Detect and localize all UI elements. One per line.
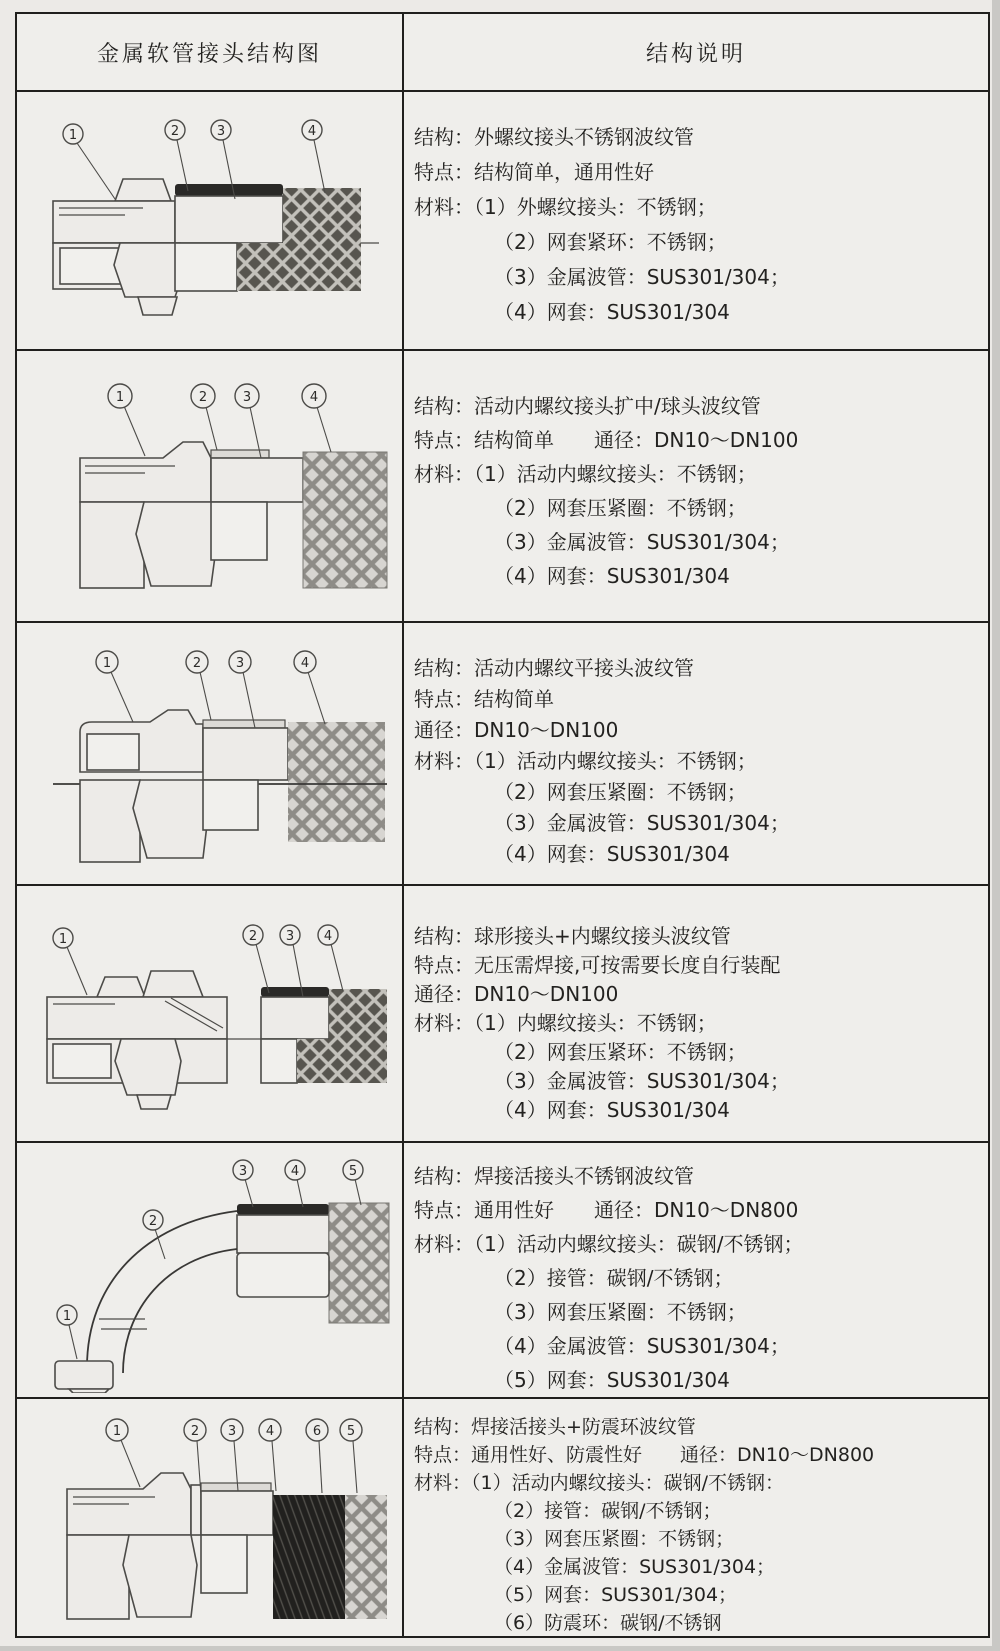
desc-line: （4）网套：SUS301/304 (494, 564, 730, 588)
desc-line: （2）网套压紧圈：不锈钢； (494, 496, 747, 520)
diagram-cell (17, 886, 404, 1141)
desc-line: 材料：（1）活动内螺纹接头：碳钢/不锈钢： (414, 1472, 784, 1494)
elbow-hose-diagram (25, 1147, 395, 1393)
desc-line: （3）网套压紧圈：不锈钢； (494, 1300, 747, 1324)
callout-badge (343, 1160, 363, 1205)
desc-line: （4）金属波管：SUS301/304； (494, 1334, 790, 1358)
desc-line: 特点：通用性好、防震性好 通径：DN10～DN800 (414, 1444, 875, 1466)
callout-badge (53, 928, 87, 995)
swivel-female-fitting-diagram (25, 366, 395, 606)
header-diagram-col (17, 14, 404, 90)
svg-text:2: 2 (190, 1423, 199, 1439)
diagram-cell (17, 1143, 404, 1397)
desc-line: 结构：焊接活接头+防震环波纹管 (414, 1416, 696, 1438)
desc-line: 结构：焊接活接头不锈钢波纹管 (414, 1164, 694, 1188)
callout-badge (221, 1419, 243, 1491)
callout-badge (165, 120, 188, 191)
desc-line: 通径：DN10～DN100 (414, 982, 619, 1006)
desc-line: 特点：结构简单，通用性好 (414, 160, 654, 184)
desc-line: （4）网套：SUS301/304 (494, 300, 730, 324)
svg-text:1: 1 (68, 127, 77, 143)
svg-text:5: 5 (348, 1164, 357, 1179)
table-row (17, 1141, 988, 1397)
svg-text:2: 2 (248, 928, 257, 944)
description-cell (404, 351, 988, 621)
callout-badge (106, 1419, 140, 1487)
ball-joint-fitting-diagram (25, 899, 395, 1129)
description-cell (404, 886, 988, 1141)
callout-badge (96, 651, 133, 722)
svg-text:3: 3 (242, 390, 251, 405)
callout-badge (285, 1160, 305, 1207)
svg-text:3: 3 (285, 928, 294, 944)
desc-line: （4）金属波管：SUS301/304； (494, 1556, 776, 1578)
svg-text:4: 4 (307, 123, 316, 139)
callout-badge (318, 925, 343, 991)
svg-text:3: 3 (235, 656, 244, 671)
svg-text:1: 1 (58, 931, 67, 947)
svg-text:6: 6 (312, 1423, 321, 1439)
callout-badge (302, 120, 325, 193)
damper-ring-fitting-diagram (25, 1399, 395, 1636)
svg-text:4: 4 (290, 1164, 299, 1179)
svg-text:1: 1 (112, 1423, 121, 1439)
table-row (17, 90, 988, 349)
desc-line: 材料：（1）活动内螺纹接头：不锈钢； (414, 462, 757, 486)
callout-badge (233, 1160, 253, 1207)
description-cell (404, 1399, 988, 1636)
table-header-row (17, 14, 988, 90)
desc-line: （3）金属波管：SUS301/304； (494, 811, 790, 835)
svg-text:2: 2 (192, 656, 201, 671)
desc-line: 特点：通用性好 通径：DN10～DN800 (414, 1198, 799, 1222)
desc-line: （3）金属波管：SUS301/304； (494, 265, 790, 289)
svg-text:3: 3 (227, 1423, 236, 1439)
callout-badge (63, 124, 115, 199)
desc-line: 材料：（1）外螺纹接头：不锈钢； (414, 195, 717, 219)
svg-text:2: 2 (170, 123, 179, 139)
desc-line: （2）接管：碳钢/不锈钢； (494, 1266, 734, 1290)
svg-text:1: 1 (102, 656, 111, 671)
desc-line: 结构：外螺纹接头不锈钢波纹管 (414, 125, 694, 149)
callout-badge (302, 384, 331, 452)
table-row (17, 884, 988, 1141)
callout-badge (186, 651, 211, 720)
description-cell (404, 1143, 988, 1397)
svg-text:2: 2 (198, 390, 207, 405)
table-row (17, 1397, 988, 1636)
callout-badge (57, 1305, 77, 1359)
desc-line: 特点：结构简单 通径：DN10～DN100 (414, 428, 799, 452)
desc-line: 材料：（1）活动内螺纹接头：碳钢/不锈钢； (414, 1232, 804, 1256)
desc-line: 结构：活动内螺纹平接头波纹管 (414, 656, 694, 680)
diagram-cell (17, 623, 404, 884)
desc-line: （2）网套压紧圈：不锈钢； (494, 780, 747, 804)
callout-badge (229, 651, 255, 728)
desc-line: （2）接管：碳钢/不锈钢； (494, 1500, 722, 1522)
svg-text:2: 2 (148, 1214, 157, 1229)
desc-line: （4）网套：SUS301/304 (494, 842, 730, 866)
svg-text:3: 3 (216, 123, 225, 139)
header-diagram-title: 金属软管接头结构图 (96, 41, 322, 67)
svg-text:4: 4 (323, 928, 332, 944)
header-desc-title: 结构说明 (645, 41, 746, 67)
desc-line: 材料：（1）内螺纹接头：不锈钢； (414, 1011, 717, 1035)
callout-badge (191, 384, 217, 450)
callout-badge (108, 384, 145, 456)
svg-text:3: 3 (238, 1164, 247, 1179)
svg-text:5: 5 (346, 1423, 355, 1439)
diagram-cell (17, 1399, 404, 1636)
svg-text:4: 4 (309, 390, 318, 405)
desc-line: （3）金属波管：SUS301/304； (494, 1069, 790, 1093)
table-row (17, 621, 988, 884)
diagram-cell (17, 92, 404, 349)
desc-line: 材料：（1）活动内螺纹接头：不锈钢； (414, 749, 757, 773)
callout-badge (235, 384, 261, 458)
callout-badge (243, 925, 269, 993)
description-cell (404, 623, 988, 884)
svg-text:1: 1 (62, 1309, 71, 1324)
callout-badge (340, 1419, 362, 1493)
svg-text:4: 4 (265, 1423, 274, 1439)
desc-line: 结构：活动内螺纹接头扩中/球头波纹管 (414, 394, 761, 418)
desc-line: （3）网套压紧圈：不锈钢； (494, 1528, 735, 1550)
callout-badge (294, 651, 325, 724)
desc-line: （5）网套：SUS301/304 (494, 1368, 730, 1392)
desc-line: 特点：结构简单 (414, 687, 554, 711)
description-cell (404, 92, 988, 349)
svg-text:1: 1 (115, 390, 124, 405)
desc-line: （2）网套紧环：不锈钢； (494, 230, 727, 254)
desc-line: （4）网套：SUS301/304 (494, 1098, 730, 1122)
desc-line: （2）网套压紧环：不锈钢； (494, 1040, 747, 1064)
external-thread-fitting-diagram (25, 107, 395, 335)
diagram-cell (17, 351, 404, 621)
swivel-female-flat-fitting-diagram (25, 636, 395, 871)
callout-badge (280, 925, 303, 997)
desc-line: （5）网套：SUS301/304； (494, 1584, 738, 1606)
table-row (17, 349, 988, 621)
svg-text:4: 4 (300, 656, 309, 671)
desc-line: （3）金属波管：SUS301/304； (494, 530, 790, 554)
spec-table (15, 12, 990, 1638)
desc-line: 通径：DN10～DN100 (414, 718, 619, 742)
desc-line: 特点：无压需焊接,可按需要长度自行装配 (414, 953, 781, 977)
desc-line: 结构：球形接头+内螺纹接头波纹管 (414, 924, 731, 948)
callout-badge (259, 1419, 281, 1491)
callout-badge (306, 1419, 328, 1493)
header-desc-col (404, 14, 988, 90)
desc-line: （6）防震环：碳钢/不锈钢 (494, 1612, 722, 1634)
